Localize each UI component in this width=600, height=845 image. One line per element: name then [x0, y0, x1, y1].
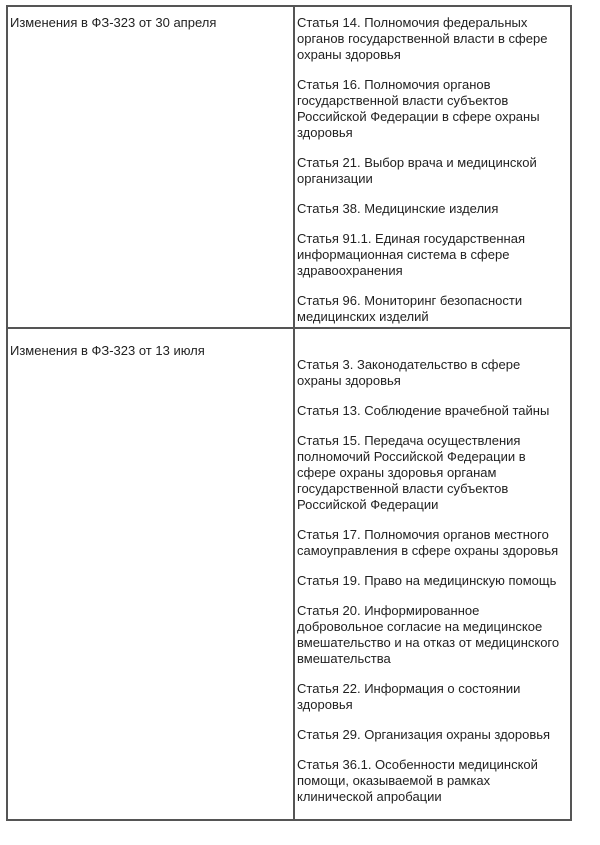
article-item: Статья 36.1. Особенности медицинской помощи, оказываемой в рамках клинической апробации	[297, 757, 538, 804]
article-item: Статья 17. Полномочия органов местного самоуправления в сфере охраны здоровья	[297, 527, 559, 558]
article-item: Статья 29. Организация охраны здоровья	[297, 727, 551, 742]
article-item: Статья 38. Медицинские изделия	[297, 201, 499, 216]
article-item: Статья 96. Мониторинг безопасности медицинских изделий	[297, 293, 523, 324]
changes-table	[6, 5, 572, 821]
change-cell	[7, 6, 294, 328]
article-item: Статья 16. Полномочия органов государственной власти субъектов Российской Федерации в сфере охраны здоровья	[297, 77, 540, 140]
articles-cell	[294, 6, 571, 328]
article-item: Статья 91.1. Единая государственная информационная система в сфере здравоохранения	[297, 231, 525, 278]
change-label: Изменения в ФЗ-323 от 13 июля	[10, 343, 205, 358]
article-item: Статья 19. Право на медицинскую помощь	[297, 573, 557, 588]
change-cell	[7, 328, 294, 820]
change-label: Изменения в ФЗ-323 от 30 апреля	[10, 15, 217, 30]
articles-cell	[294, 328, 571, 820]
article-item: Статья 14. Полномочия федеральных органов государственной власти в сфере охраны здоровья	[297, 15, 548, 62]
article-item: Статья 22. Информация о состоянии здоровья	[297, 681, 521, 712]
article-item: Статья 21. Выбор врача и медицинской организации	[297, 155, 537, 186]
article-item: Статья 13. Соблюдение врачебной тайны	[297, 403, 550, 418]
article-item: Статья 15. Передача осуществления полномочий Российской Федерации в сфере охраны здоровья органам государственной власти субъектов Российской Федерации	[297, 433, 526, 512]
table-row	[7, 6, 571, 328]
table-row	[7, 328, 571, 820]
article-item: Статья 20. Информированное добровольное согласие на медицинское вмешательство и на отказ от медицинского вмешательства	[297, 603, 560, 666]
article-item: Статья 3. Законодательство в сфере охраны здоровья	[297, 357, 521, 388]
empty-paragraph	[297, 343, 568, 357]
